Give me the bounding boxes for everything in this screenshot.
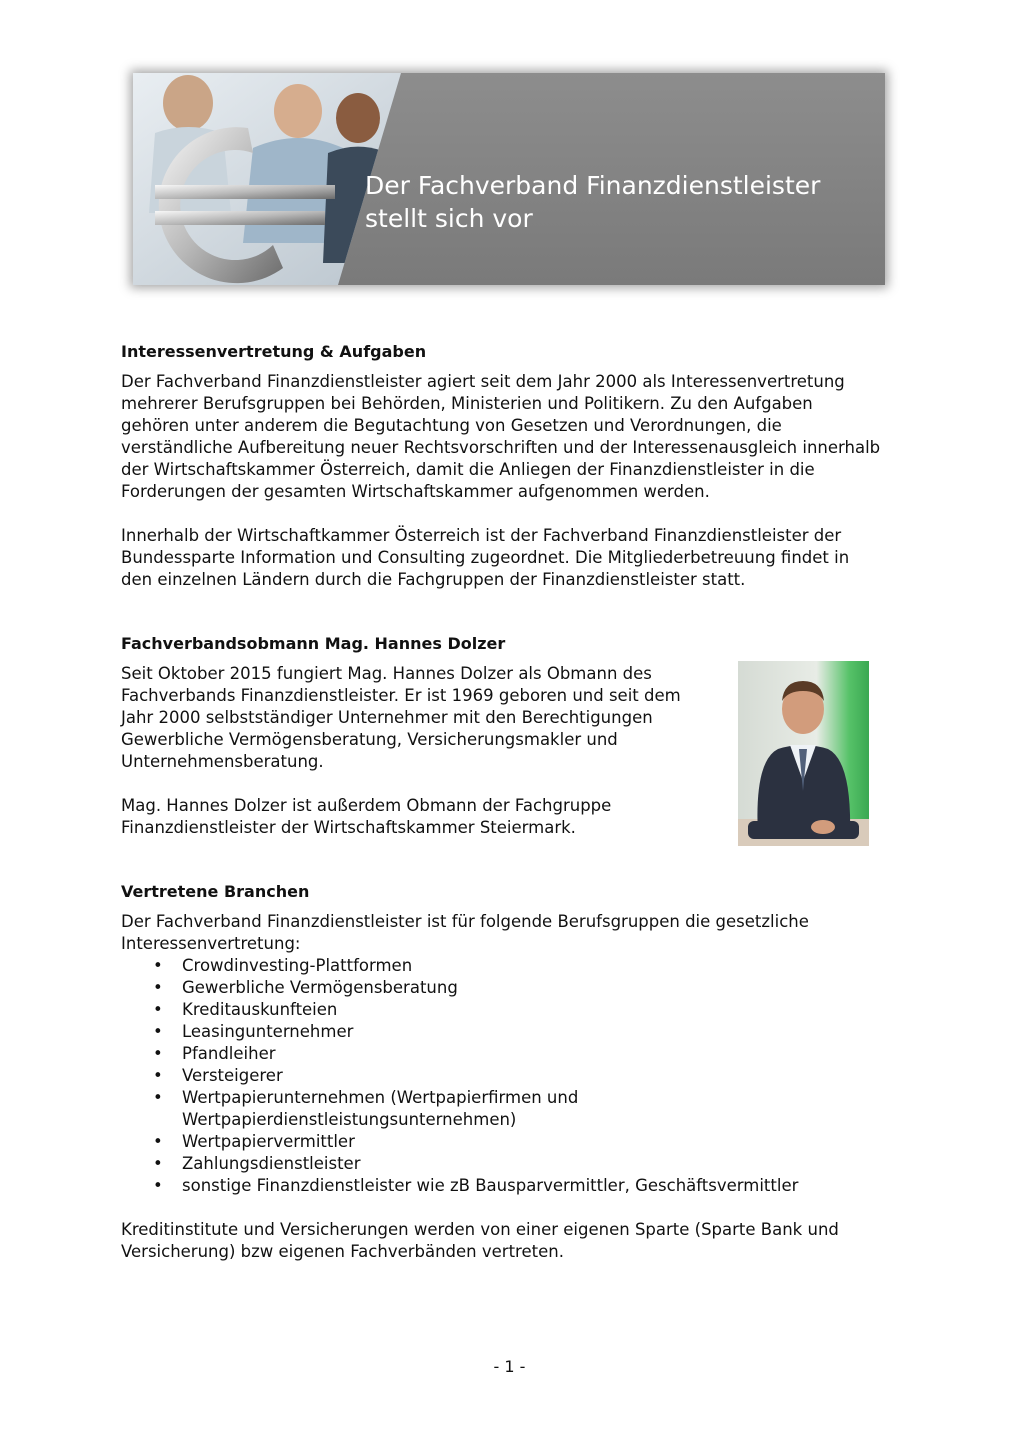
text-line: Der Fachverband Finanzdienstleister ist für folgende Berufsgruppen die gesetzliche <box>121 912 809 931</box>
list-item <box>121 1087 901 1131</box>
text-line: Interessenvertretung: <box>121 934 301 953</box>
list-item: • Kreditauskunfteien <box>121 999 901 1021</box>
list-item: • Leasingunternehmer <box>121 1021 901 1043</box>
text-line: Kreditinstitute und Versicherungen werden von einer eigenen Sparte (Sparte Bank und <box>121 1220 839 1239</box>
list-item: • Wertpapiervermittler <box>121 1131 901 1153</box>
text-line: den einzelnen Ländern durch die Fachgruppen der Finanzdienstleister statt. <box>121 570 746 589</box>
paragraph <box>121 371 901 503</box>
list-item: • Crowdinvesting-Plattformen <box>121 955 901 977</box>
text-line: Bundessparte Information und Consulting zugeordnet. Die Mitgliederbetreuung findet in <box>121 548 850 567</box>
section-obmann <box>121 633 901 839</box>
text-line: gehören unter anderem die Begutachtung von Gesetzen und Verordnungen, die <box>121 416 782 435</box>
text-line: Der Fachverband Finanzdienstleister agiert seit dem Jahr 2000 als Interessenvertretung <box>121 372 845 391</box>
text-line: Seit Oktober 2015 fungiert Mag. Hannes Dolzer als Obmann des <box>121 664 652 683</box>
list-item: • Versteigerer <box>121 1065 901 1087</box>
paragraph <box>121 663 721 773</box>
document-body <box>121 341 901 1263</box>
text-line: Versicherung) bzw eigenen Fachverbänden vertreten. <box>121 1242 564 1261</box>
text-line: mehrerer Berufsgruppen bei Behörden, Ministerien und Politikern. Zu den Aufgaben <box>121 394 813 413</box>
paragraph <box>121 1219 901 1263</box>
text-line: Forderungen der gesamten Wirtschaftskammer aufgenommen werden. <box>121 482 710 501</box>
banner-title-line-2: stellt sich vor <box>365 204 533 233</box>
list-item: • sonstige Finanzdienstleister wie zB Bausparvermittler, Geschäftsvermittler <box>121 1175 901 1197</box>
list-item-line: Wertpapierdienstleistungsunternehmen) <box>182 1110 517 1129</box>
obmann-content <box>121 663 901 839</box>
text-line: Mag. Hannes Dolzer ist außerdem Obmann der Fachgruppe <box>121 796 612 815</box>
list-item: • Gewerbliche Vermögensberatung <box>121 977 901 999</box>
section-heading: Interessenvertretung & Aufgaben <box>121 342 427 361</box>
text-line: Fachverbands Finanzdienstleister. Er ist 1969 geboren und seit dem <box>121 686 681 705</box>
paragraph <box>121 525 901 591</box>
list-item: • Pfandleiher <box>121 1043 901 1065</box>
text-line: verständliche Aufbereitung neuer Rechtsvorschriften und der Interessenausgleich innerhalb <box>121 438 881 457</box>
section-heading: Fachverbandsobmann Mag. Hannes Dolzer <box>121 634 506 653</box>
text-line: Gewerbliche Vermögensberatung, Versicherungsmakler und <box>121 730 618 749</box>
obmann-text <box>121 663 721 839</box>
text-line: Finanzdienstleister der Wirtschaftskammer Steiermark. <box>121 818 576 837</box>
text-line: der Wirtschaftskammer Österreich, damit die Anliegen der Finanzdienstleister in die <box>121 460 815 479</box>
section-interessenvertretung <box>121 341 901 591</box>
text-line: Jahr 2000 selbstständiger Unternehmer mit den Berechtigungen <box>121 708 653 727</box>
list-item: • Zahlungsdienstleister <box>121 1153 901 1175</box>
portrait-photo <box>738 661 869 846</box>
section-branchen <box>121 881 901 1263</box>
paragraph <box>121 911 901 955</box>
section-heading: Vertretene Branchen <box>121 882 310 901</box>
text-line: Unternehmensberatung. <box>121 752 324 771</box>
branchen-list <box>121 955 901 1197</box>
paragraph <box>121 795 721 839</box>
banner-title-line-1: Der Fachverband Finanzdienstleister <box>365 171 821 200</box>
page-number: - 1 - <box>493 1357 526 1376</box>
banner-title <box>365 169 820 235</box>
header-banner <box>133 73 885 285</box>
text-line: Innerhalb der Wirtschaftkammer Österreich ist der Fachverband Finanzdienstleister der <box>121 526 842 545</box>
list-item-line: • Wertpapierunternehmen (Wertpapierfirmen und <box>182 1088 579 1107</box>
